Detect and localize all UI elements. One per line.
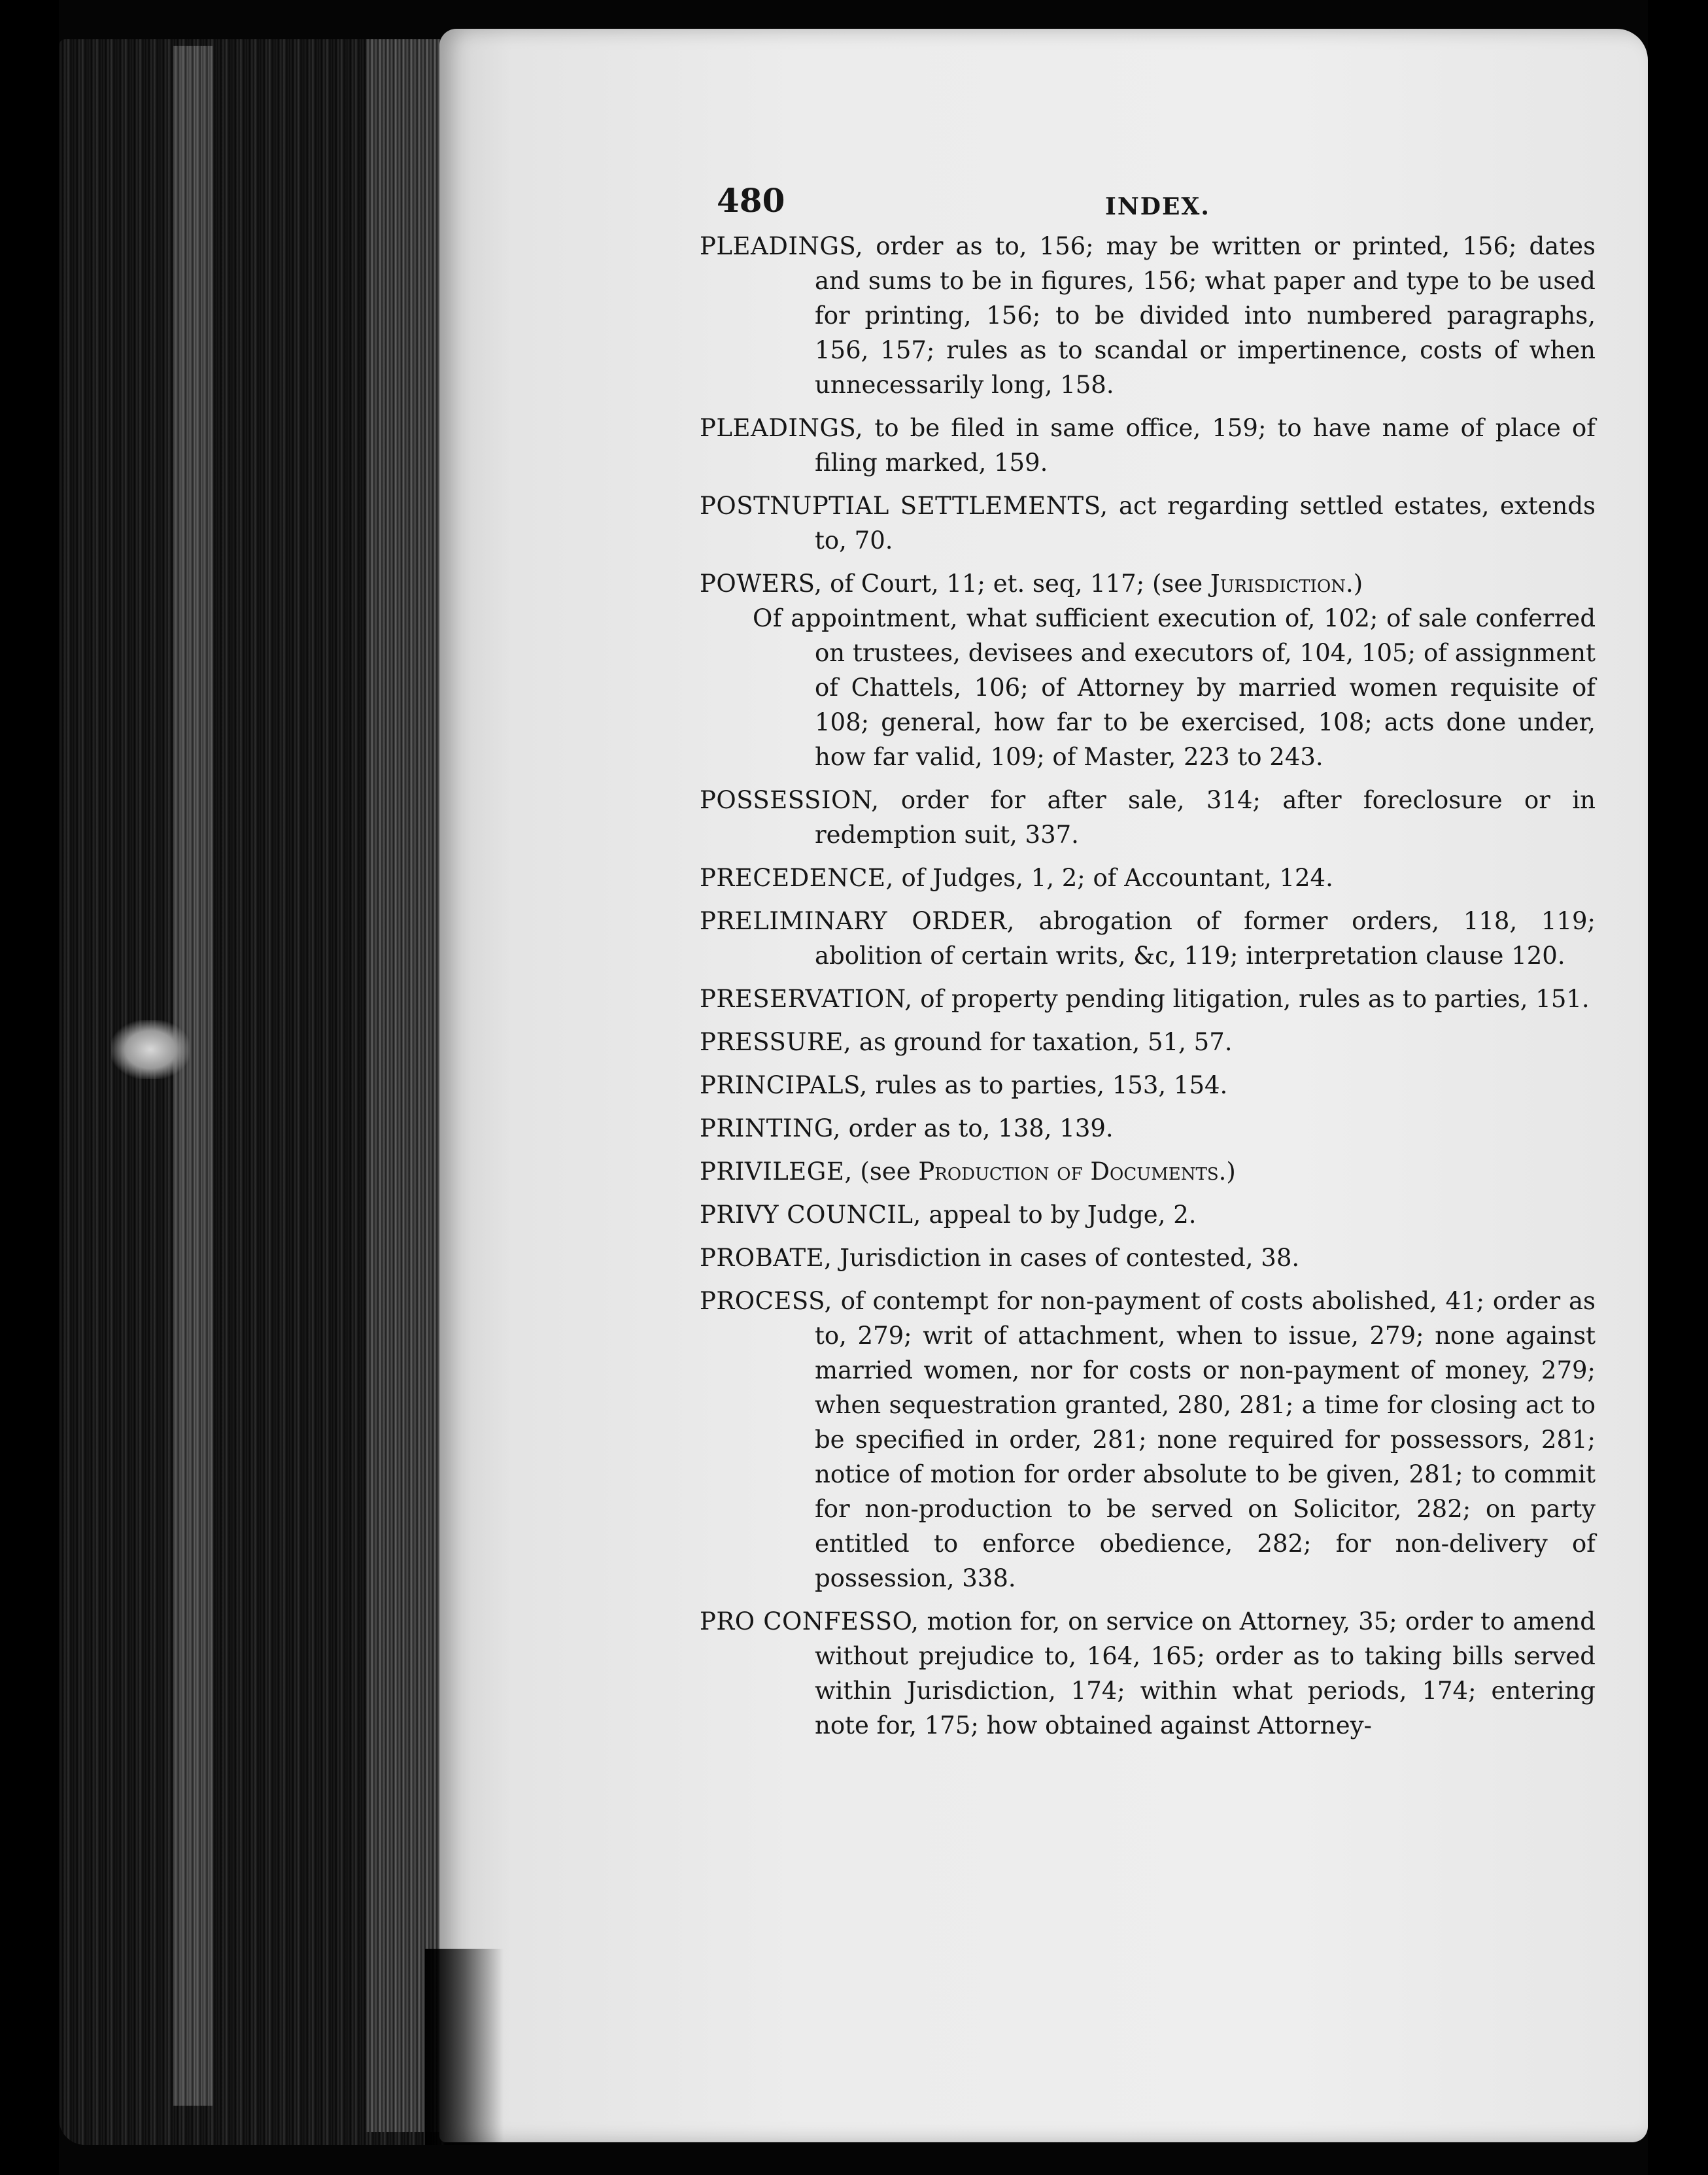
entry-term: POSSESSION, (700, 786, 880, 814)
entry-term: PROBATE, (700, 1244, 832, 1272)
index-entry (700, 488, 1596, 558)
scan-background-left (0, 0, 59, 2175)
index-entry (700, 904, 1596, 973)
scan-background-right (1648, 0, 1708, 2175)
entry-text: as ground for taxation, 51, 57. (851, 1028, 1233, 1056)
entry-text-close: ) (1353, 570, 1363, 598)
page-number: 480 (717, 181, 785, 220)
entry-term: PROCESS, (700, 1287, 832, 1315)
entry-term: PLEADINGS, (700, 232, 864, 260)
entry-term: PRELIMINARY ORDER, (700, 907, 1015, 935)
entry-text: abrogation of former orders, 118, 119; abolition of certain writs, &c, 119; interpretation clause 120. (815, 907, 1596, 970)
entry-text: (see (852, 1157, 919, 1186)
entry-text: of property pending litigation, rules as to parties, 151. (912, 985, 1590, 1013)
entry-text: what sufficient execution of, 102; of sale conferred on trustees, devisees and executors of, 104, 105; of assignment of Chattels, 106; of Attorney by married women requisite of 108; general, how far to be exercised, 108; acts done under, how far valid, 109; of Master, 223 to 243. (815, 604, 1596, 771)
entry-text: order as to, 138, 139. (840, 1114, 1114, 1142)
book-spine-edge (366, 39, 445, 2132)
entry-term: POSTNUPTIAL SETTLEMENTS, (700, 492, 1108, 520)
entry-text: of contempt for non-payment of costs abolished, 41; order as to, 279; writ of attachment, when to issue, 279; none against married women, nor for costs or non-payment of money, 279; when sequestration granted, 280, 281; a time for closing act to be specified in order, 281; none required for possessors, 281; notice of motion for order absolute to be given, 281; to commit for non-production to be served on Solicitor, 282; on party entitled to enforce obedience, 282; for non-delivery of possession, 338. (815, 1287, 1596, 1592)
entry-term: PRECEDENCE, (700, 864, 894, 892)
entry-text-close: ) (1226, 1157, 1236, 1186)
entry-text: order for after sale, 314; after foreclosure or in redemption suit, 337. (815, 786, 1596, 849)
entry-term: PRINTING, (700, 1114, 841, 1142)
index-entry (700, 1284, 1596, 1596)
entry-term: PRESERVATION, (700, 985, 913, 1013)
index-entry (700, 1154, 1596, 1189)
index-entry (700, 229, 1596, 402)
index-entry (700, 982, 1596, 1016)
index-entry (700, 1197, 1596, 1232)
index-entry (700, 1111, 1596, 1146)
entry-text: Jurisdiction in cases of contested, 38. (832, 1244, 1300, 1272)
index-entry (700, 1604, 1596, 1743)
index-entry (700, 1025, 1596, 1059)
entry-term: PRIVILEGE, (700, 1157, 853, 1186)
index-entry (700, 566, 1596, 601)
entry-term: PRINCIPALS, (700, 1071, 868, 1099)
entry-cross-reference: Jurisdiction. (1210, 570, 1354, 598)
entry-term: PLEADINGS, (700, 414, 864, 442)
index-entry (700, 861, 1596, 895)
index-subentry (700, 601, 1596, 774)
index-entry (700, 783, 1596, 852)
entry-text: to be filed in same office, 159; to have name of place of filing marked, 159. (815, 414, 1596, 477)
entry-text: order as to, 156; may be written or printed, 156; dates and sums to be in figures, 156; what paper and type to be used for printing, 156; to be divided into numbered paragraphs, 156, 157; rules as to scandal or impertinence, costs of when unnecessarily long, 158. (815, 232, 1596, 399)
entry-text: rules as to parties, 153, 154. (867, 1071, 1228, 1099)
index-entry (700, 1241, 1596, 1275)
entry-text: motion for, on service on Attorney, 35; order to amend without prejudice to, 164, 165; order as to taking bills served within Jurisdiction, 174; within what periods, 174; entering note for, 175; how obtained against Attorney- (815, 1607, 1596, 1739)
index-entry (700, 1068, 1596, 1103)
index-text-block (700, 183, 1596, 1751)
gutter-shadow (425, 1949, 504, 2145)
index-entry (700, 411, 1596, 480)
header-title: INDEX. (1105, 193, 1210, 220)
entry-text: of Court, 11; et. seq, 117; (see (822, 570, 1210, 598)
entry-term: POWERS, (700, 570, 823, 598)
entry-term: PRO CONFESSO, (700, 1607, 919, 1636)
entry-text: appeal to by Judge, 2. (921, 1201, 1197, 1229)
entry-text: act regarding settled estates, extends to, 70. (815, 492, 1596, 555)
entry-cross-reference: Production of Documents. (918, 1157, 1227, 1186)
entry-term: Of appointment, (753, 604, 959, 632)
entry-text: of Judges, 1, 2; of Accountant, 124. (893, 864, 1333, 892)
entry-term: PRIVY COUNCIL, (700, 1201, 921, 1229)
running-header (700, 183, 1596, 229)
entry-term: PRESSURE, (700, 1028, 852, 1056)
paper-damage-mark (111, 1020, 190, 1079)
